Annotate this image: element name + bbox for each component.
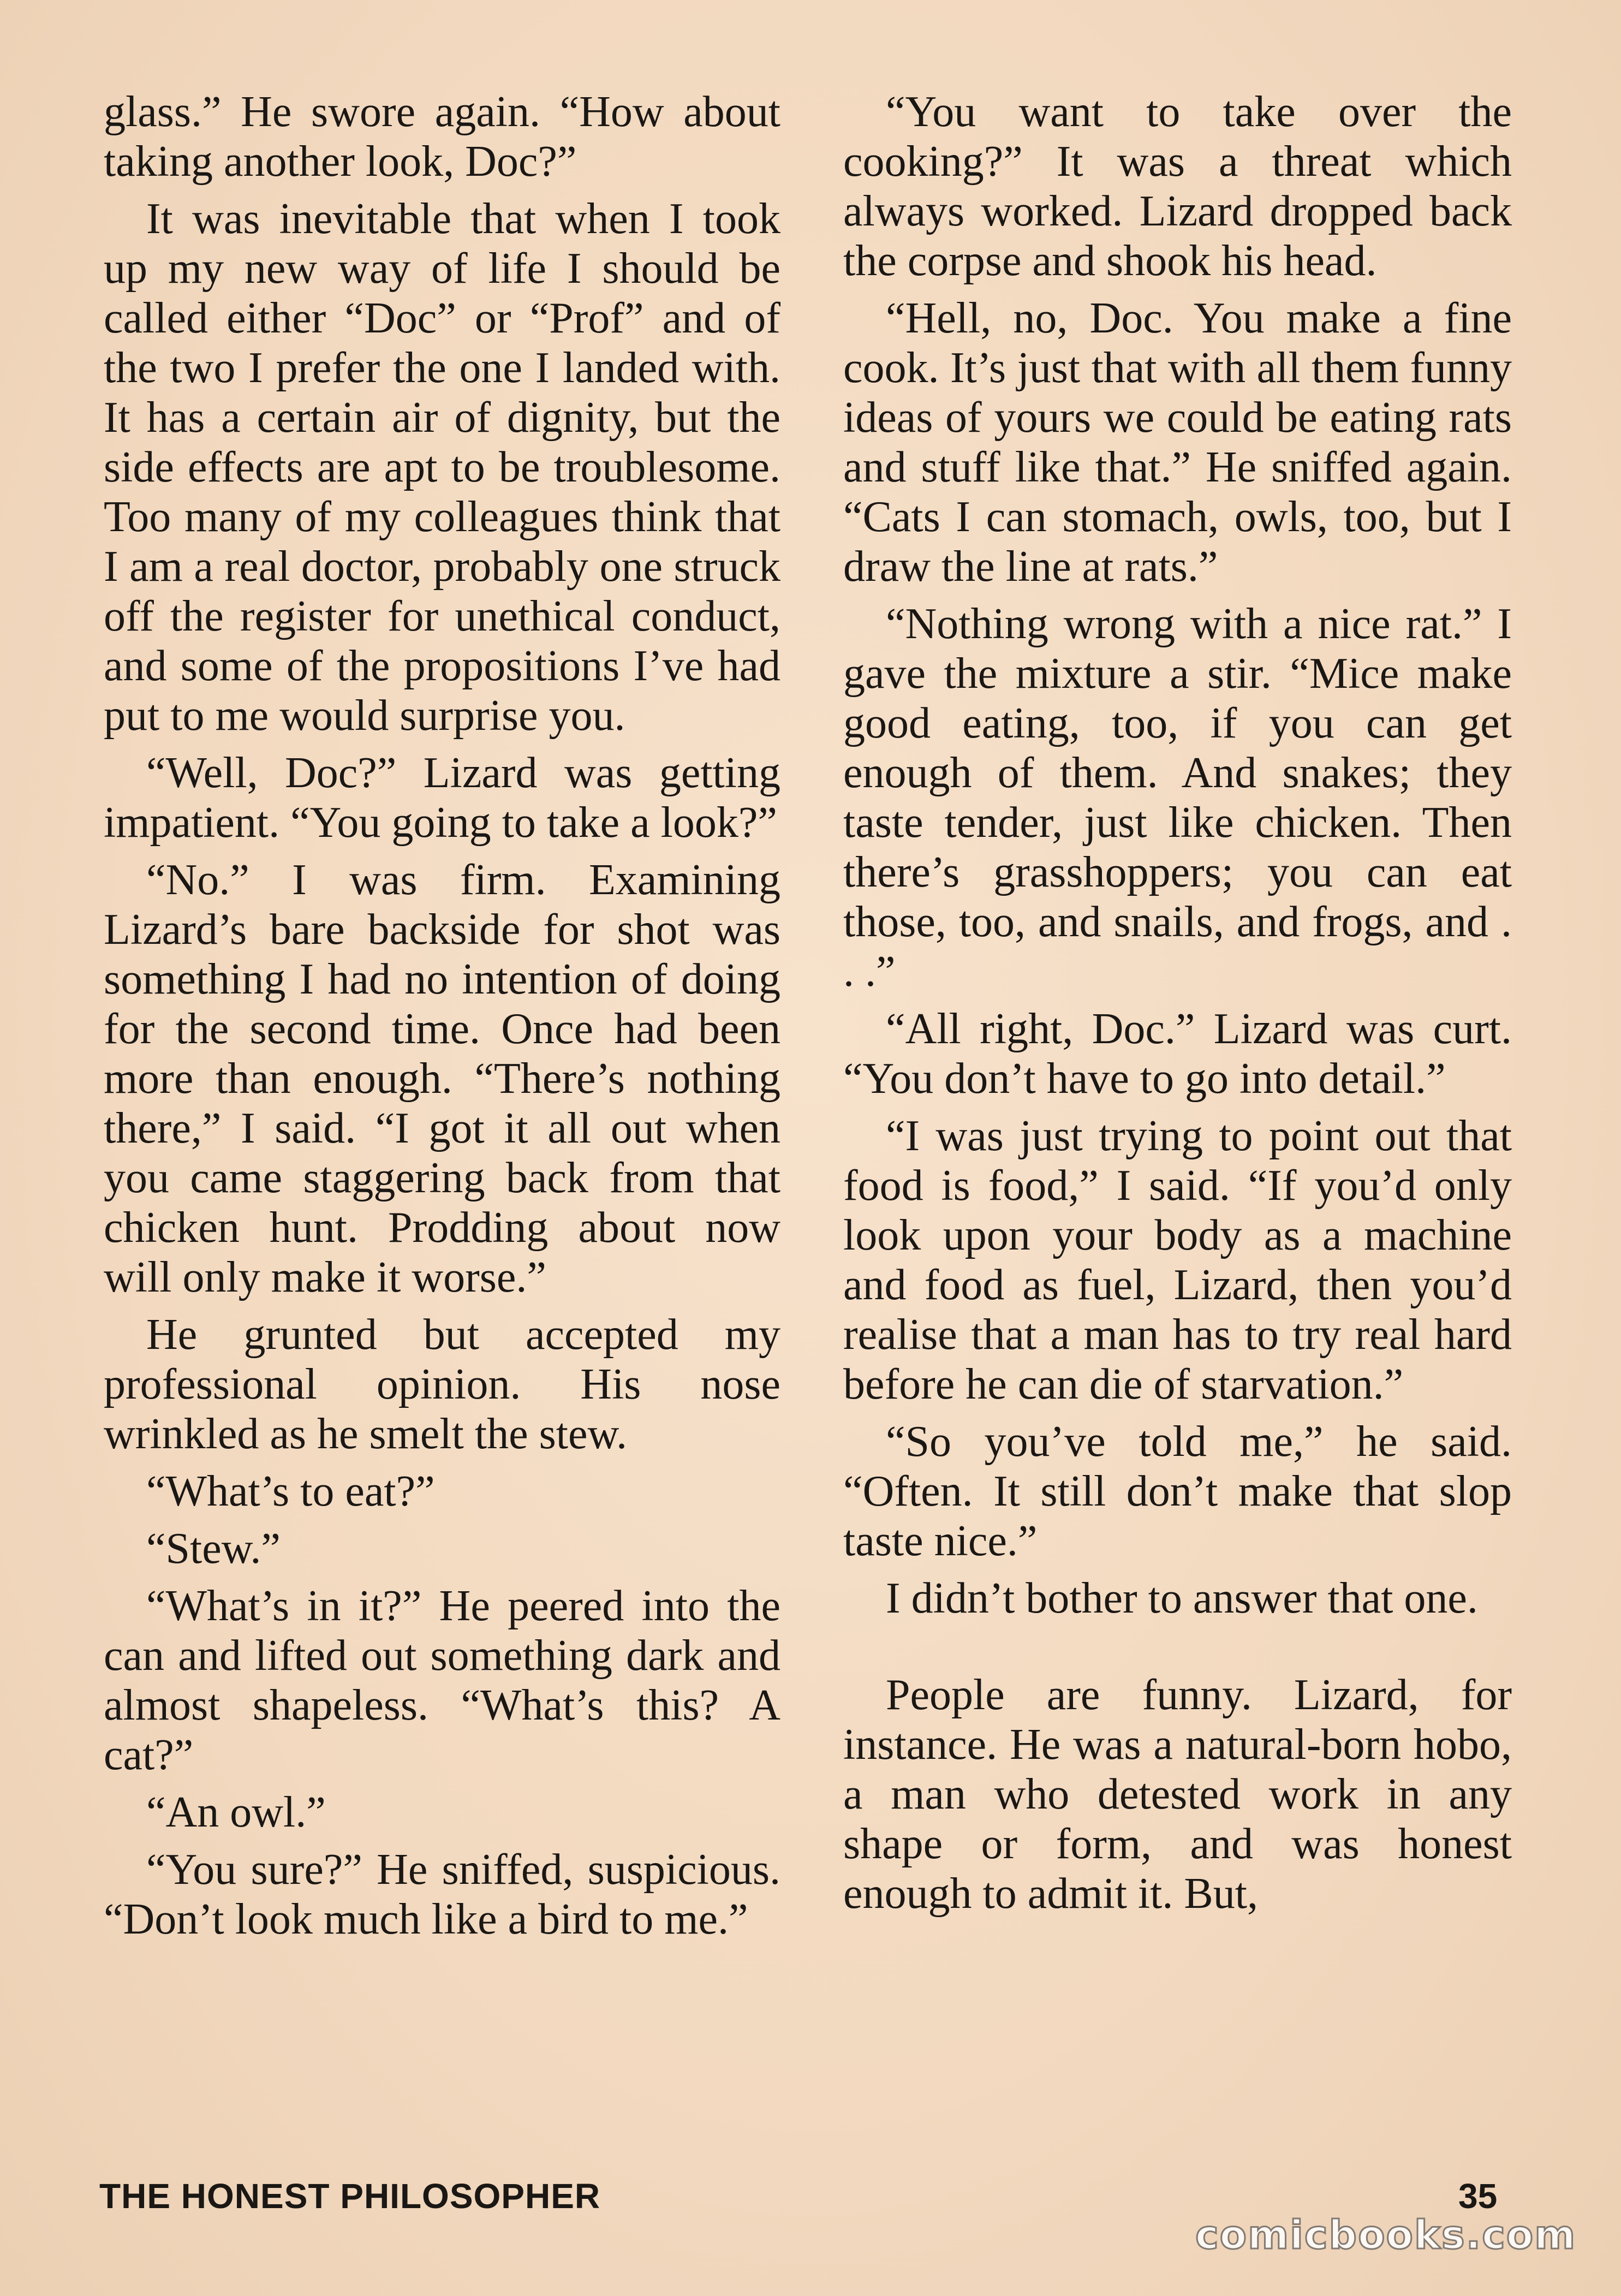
paragraph: “Nothing wrong with a nice rat.” I gave the mixture a stir. “Mice make good eating, too, if you can get enough of them. And snakes; they taste tender, just like chicken. Then there’s grasshoppers; you can eat those, too, and snails, and frogs, and . . .” [843,600,1512,996]
paragraph: “Stew.” [146,1525,281,1573]
page-number: 35 [1458,2176,1498,2216]
running-footer-title: THE HONEST PHILOSOPHER [99,2176,601,2216]
paragraph: “You sure?” He sniffed, suspicious. “Don’t look much like a bird to me.” [104,1846,780,1943]
paragraph: “What’s to eat?” [146,1467,435,1515]
paragraph: He grunted but accepted my professional opinion. His nose wrinkled as he smelt the stew. [104,1311,780,1458]
left-text-column [104,87,780,1952]
paragraph: “All right, Doc.” Lizard was curt. “You don’t have to go into detail.” [843,1005,1512,1103]
paragraph: “Hell, no, Doc. You make a fine cook. It’s just that with all them funny ideas of yours we could be eating rats and stuff like that.” He sniffed again. “Cats I can stomach, owls, too, but I draw the line at rats.” [843,294,1512,591]
right-text-column [843,87,1512,1926]
paragraph: glass.” He swore again. “How about taking another look, Doc?” [104,88,780,186]
paragraph: I didn’t bother to answer that one. [886,1574,1478,1622]
paragraph: “You want to take over the cooking?” It was a threat which always worked. Lizard dropped back the corpse and shook his head. [843,88,1512,285]
paragraph: “So you’ve told me,” he said. “Often. It still don’t make that slop taste nice.” [843,1418,1512,1565]
paragraph: “What’s in it?” He peered into the can and lifted out something dark and almost shapeless. “What’s this? A cat?” [104,1582,780,1779]
paragraph: “An owl.” [146,1788,326,1836]
paragraph: “I was just trying to point out that food is food,” I said. “If you’d only look upon your body as a machine and food as fuel, Lizard, then you’d realise that a man has to try real hard before he can die of starvation.” [843,1112,1512,1408]
paragraph: It was inevitable that when I took up my new way of life I should be called either “Doc” or “Prof” and of the two I prefer the one I landed with. It has a certain air of dignity, but the side effects are apt to be troublesome. Too many of my colleagues think that I am a real doctor, probably one struck off the register for unethical conduct, and some of the propositions I’ve had put to me would surprise you. [104,195,780,740]
paragraph: “Well, Doc?” Lizard was getting impatient. “You going to take a look?” [104,749,780,847]
paragraph: People are funny. Lizard, for instance. He was a natural-born hobo, a man who detested work in any shape or form, and was honest enough to admit it. But, [843,1671,1512,1918]
paragraph: “No.” I was firm. Examining Lizard’s bare backside for shot was something I had no intention of doing for the second time. Once had been more than enough. “There’s nothing there,” I said. “I got it all out when you came staggering back from that chicken hunt. Prodding about now will only make it worse.” [104,856,780,1301]
watermark-text: comicbooks.com [1195,2212,1577,2258]
